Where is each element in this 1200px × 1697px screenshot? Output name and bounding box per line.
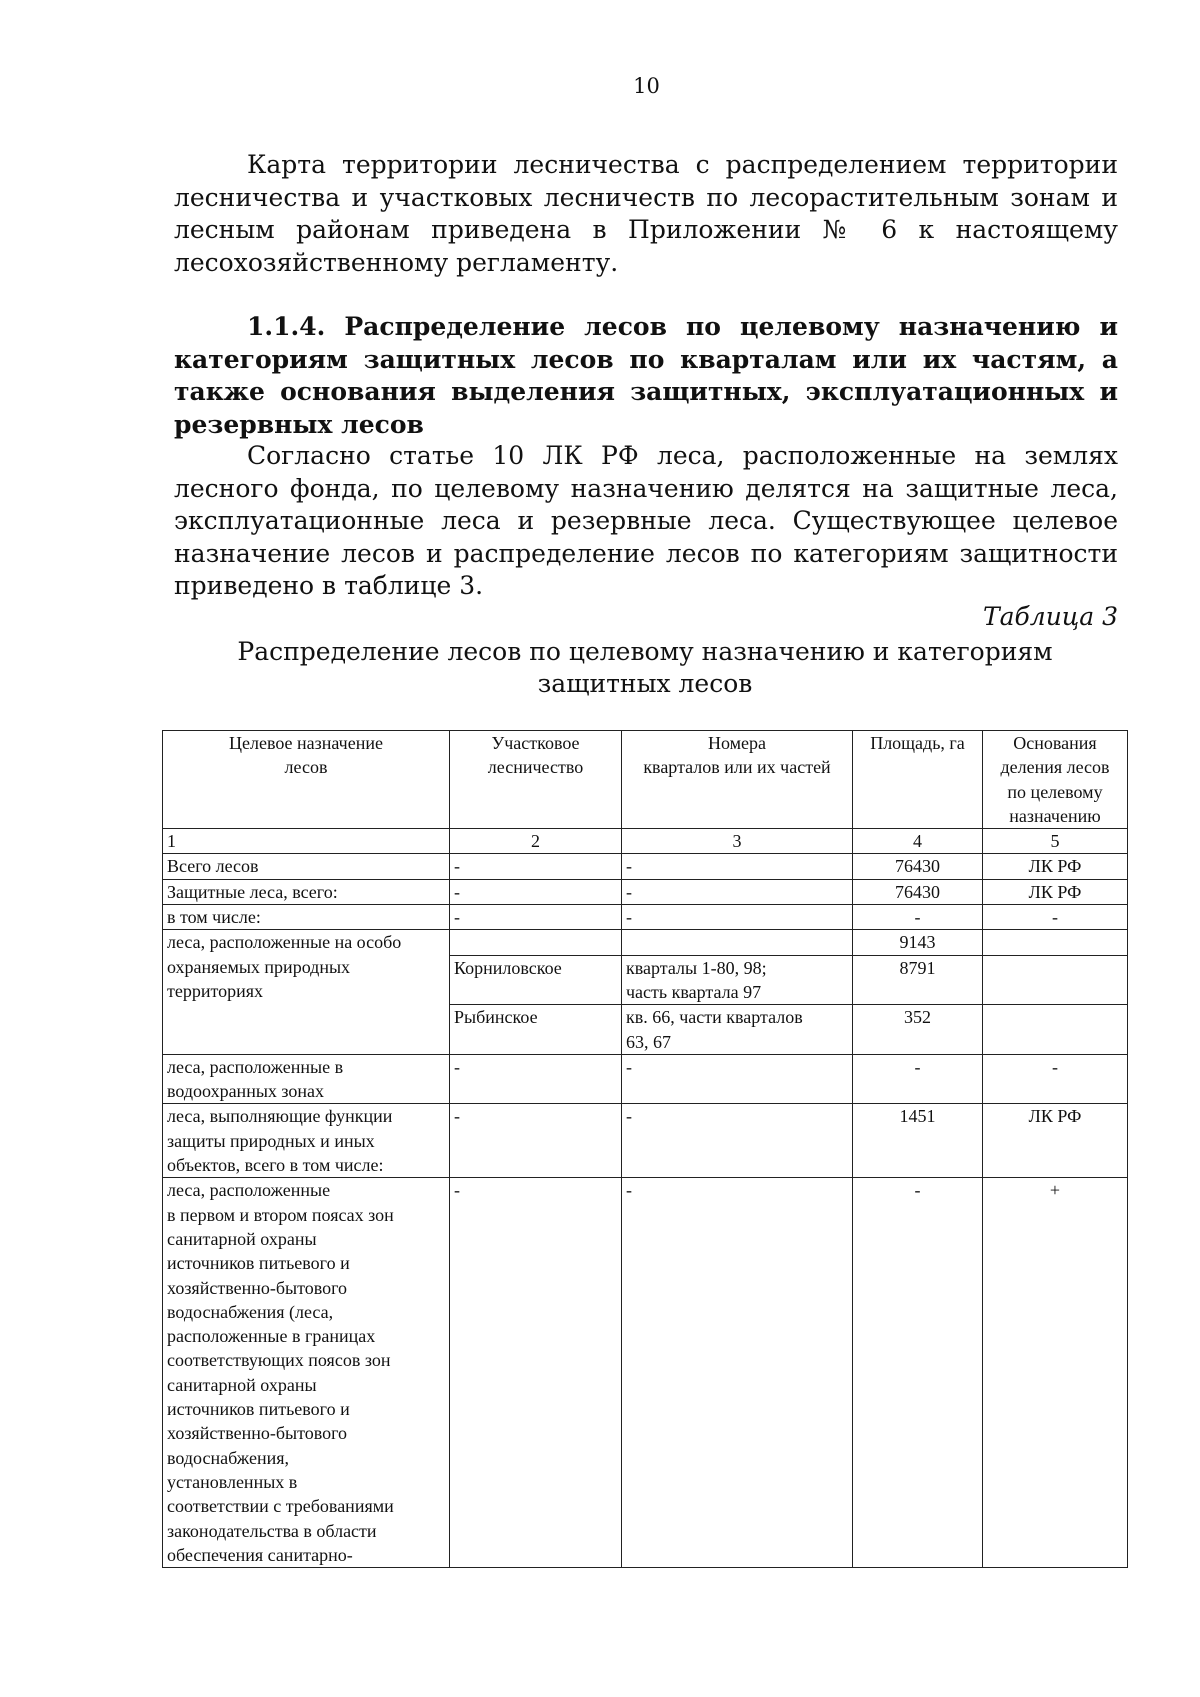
cell-district: - bbox=[450, 905, 622, 930]
cell-purpose: Защитные леса, всего: bbox=[163, 879, 450, 904]
cell-district: - bbox=[450, 879, 622, 904]
paragraph-map-reference: Карта территории лесничества с распределением территории лесничества и участковых лесничеств по лесорастительным зонам и лесным районам приведена в Приложении № 6 к настоящему лесохозяйственному регламенту. bbox=[174, 150, 1118, 277]
cell-basis bbox=[983, 930, 1128, 955]
cell-basis: ЛК РФ bbox=[983, 879, 1128, 904]
column-number-row bbox=[163, 829, 1128, 854]
table-row bbox=[163, 905, 1128, 930]
table-row bbox=[163, 879, 1128, 904]
cell-quarters: кв. 66, части кварталов 63, 67 bbox=[622, 1005, 853, 1055]
cell-basis: - bbox=[983, 1054, 1128, 1104]
cell-purpose: в том числе: bbox=[163, 905, 450, 930]
cell-purpose: леса, расположенные в первом и втором поясах зон санитарной охраны источников питьевого и хозяйственно-бытового водоснабжения (леса, расположенные в границах соответствующих поясов зон санитарной охраны источников питьевого и хозяйственно-бытового водоснабжения, установленных в соответствии с требованиями законодательства в области обеспечения санитарно- bbox=[163, 1178, 450, 1568]
table-title-line-1: Распределение лесов по целевому назначению и категориям bbox=[237, 637, 1053, 666]
cell-purpose: леса, выполняющие функции защиты природных и иных объектов, всего в том числе: bbox=[163, 1104, 450, 1178]
column-number: 5 bbox=[983, 829, 1128, 854]
table-row bbox=[163, 930, 1128, 955]
cell-area: - bbox=[853, 905, 983, 930]
cell-area: 1451 bbox=[853, 1104, 983, 1178]
column-number: 3 bbox=[622, 829, 853, 854]
table-row bbox=[163, 1104, 1128, 1178]
cell-basis: ЛК РФ bbox=[983, 1104, 1128, 1178]
cell-district: - bbox=[450, 1104, 622, 1178]
table-row bbox=[163, 854, 1128, 879]
cell-district: Корниловское bbox=[450, 955, 622, 1005]
cell-area: 76430 bbox=[853, 854, 983, 879]
table-title bbox=[170, 636, 1120, 700]
cell-purpose: леса, расположенные на особо охраняемых природных территориях bbox=[163, 930, 450, 1054]
page-number: 10 bbox=[633, 74, 660, 98]
cell-district: - bbox=[450, 1178, 622, 1568]
cell-quarters: - bbox=[622, 1054, 853, 1104]
cell-quarters: - bbox=[622, 1104, 853, 1178]
cell-quarters: - bbox=[622, 854, 853, 879]
cell-purpose: леса, расположенные в водоохранных зонах bbox=[163, 1054, 450, 1104]
cell-basis: - bbox=[983, 905, 1128, 930]
column-number: 4 bbox=[853, 829, 983, 854]
table-row bbox=[163, 1178, 1128, 1568]
cell-basis bbox=[983, 955, 1128, 1005]
cell-district: - bbox=[450, 854, 622, 879]
cell-district: - bbox=[450, 1054, 622, 1104]
cell-area: 352 bbox=[853, 1005, 983, 1055]
cell-quarters bbox=[622, 930, 853, 955]
cell-basis bbox=[983, 1005, 1128, 1055]
cell-quarters: - bbox=[622, 879, 853, 904]
section-heading: 1.1.4. Распределение лесов по целевому назначению и категориям защитных лесов по кварталам или их частям, а также основания выделения защитных, эксплуатационных и резервных лесов bbox=[174, 312, 1118, 439]
cell-quarters: - bbox=[622, 905, 853, 930]
column-number: 1 bbox=[163, 829, 450, 854]
cell-area: - bbox=[853, 1178, 983, 1568]
cell-area: - bbox=[853, 1054, 983, 1104]
paragraph-forest-purpose: Согласно статье 10 ЛК РФ леса, расположенные на землях лесного фонда, по целевому назначению делятся на защитные леса, эксплуатационные леса и резервные леса. Существующее целевое назначение лесов и распределение лесов по категориям защитности приведено в таблице 3. bbox=[174, 441, 1118, 600]
cell-area: 8791 bbox=[853, 955, 983, 1005]
cell-district bbox=[450, 930, 622, 955]
column-number: 2 bbox=[450, 829, 622, 854]
table-header-row bbox=[163, 731, 1128, 829]
table-title-line-2: защитных лесов bbox=[537, 669, 753, 698]
cell-basis: + bbox=[983, 1178, 1128, 1568]
header-area: Площадь, га bbox=[853, 731, 983, 829]
forest-distribution-table bbox=[162, 730, 1128, 1568]
table-row bbox=[163, 1054, 1128, 1104]
cell-quarters: кварталы 1-80, 98; часть квартала 97 bbox=[622, 955, 853, 1005]
cell-basis: ЛК РФ bbox=[983, 854, 1128, 879]
header-basis: Основания деления лесов по целевому назначению bbox=[983, 731, 1128, 829]
cell-purpose: Всего лесов bbox=[163, 854, 450, 879]
header-purpose: Целевое назначение лесов bbox=[163, 731, 450, 829]
cell-area: 76430 bbox=[853, 879, 983, 904]
cell-area: 9143 bbox=[853, 930, 983, 955]
cell-district: Рыбинское bbox=[450, 1005, 622, 1055]
cell-quarters: - bbox=[622, 1178, 853, 1568]
header-district: Участковое лесничество bbox=[450, 731, 622, 829]
table-number-label: Таблица 3 bbox=[982, 602, 1118, 631]
header-quarters: Номера кварталов или их частей bbox=[622, 731, 853, 829]
